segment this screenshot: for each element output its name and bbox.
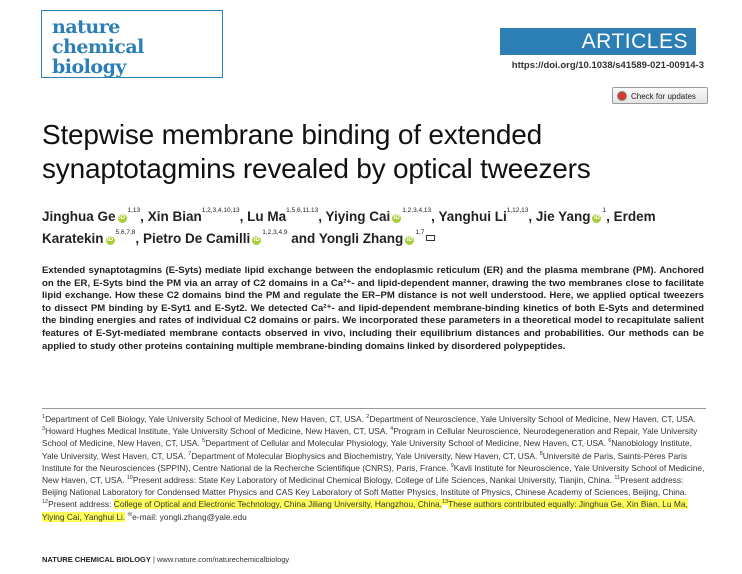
footer: NATURE CHEMICAL BIOLOGY | www.nature.com/naturechemicalbiology: [42, 555, 290, 564]
author-name: Yanghui Li: [438, 209, 507, 224]
orcid-icon[interactable]: iD: [119, 215, 126, 221]
section-banner: ARTICLES: [500, 28, 696, 55]
affiliation-6: Nanobiology Institute, Yale University, West Haven, CT, USA.: [42, 438, 692, 461]
affiliation-9: Kavli Institute for Neuroscience, Yale University School of Medicine, New Haven, CT, USA.: [42, 462, 705, 486]
affiliation-5: Department of Cellular and Molecular Physiology, Yale University School of Medicine, New Haven, CT, USA.: [205, 438, 609, 449]
author-9[interactable]: [319, 231, 436, 246]
check-for-updates-button[interactable]: [612, 87, 708, 104]
author-name: Yiying Cai: [325, 209, 391, 224]
envelope-icon[interactable]: [426, 235, 435, 241]
article-title: Stepwise membrane binding of extended synaptotagmins revealed by optical tweezers: [42, 119, 591, 184]
author-8[interactable]: [143, 231, 288, 246]
orcid-icon[interactable]: iD: [107, 237, 114, 243]
affil-12-prefix: Present address:: [48, 499, 112, 510]
abstract: Extended synaptotagmins (E-Syts) mediate lipid exchange between the endoplasmic reticulum (ER) and the plasma membrane (PM). Anchored on the ER, E-Syts bind the PM via an array of C2 domains in a Ca²⁺- and lipid-dependent manner, drawing the two membranes close to facilitate lipid exchange. How these C2 domains bind the PM and regulate the ER–PM distance is not well understood. Here, we applied optical tweezers to dissect PM binding by E-Syt1 and E-Syt2. We detected Ca²⁺- and lipid-dependent membrane-binding kinetics of both E-Syts and determined the binding energies and rates of individual C2 domains or pairs. We incorporated these parameters in a theoretical model to recapitulate salient features of E-Syt-mediated membrane contacts observed in vivo, including their equilibrium distances and probabilities. Our methods can be applied to study other proteins containing multiple membrane-binding domains linked by disordered polypeptides.: [42, 265, 704, 352]
author-name: Jie Yang: [535, 209, 591, 224]
author-3[interactable]: [247, 209, 318, 224]
author-1[interactable]: [42, 209, 140, 224]
author-affiliation-numbers: 1: [602, 207, 607, 214]
divider: [42, 408, 706, 409]
author-name: Lu Ma: [247, 209, 287, 224]
author-name: Pietro De Camilli: [142, 231, 251, 246]
email-link[interactable]: yongli.zhang@yale.edu: [159, 511, 247, 522]
author-6[interactable]: [536, 209, 606, 224]
footer-url[interactable]: www.nature.com/naturechemicalbiology: [157, 555, 290, 564]
affiliation-1: Department of Cell Biology, Yale University School of Medicine, New Haven, CT, USA.: [45, 414, 367, 424]
author-name: Yongli Zhang: [318, 231, 404, 246]
author-2[interactable]: [148, 209, 240, 224]
author-affiliation-numbers: 1,2,3,4,13: [402, 207, 432, 214]
footer-journal: NATURE CHEMICAL BIOLOGY: [42, 555, 151, 564]
affil-12-highlight: College of Optical and Electronic Technology, China Jiliang University, Hangzhou, China.: [113, 499, 442, 510]
author-affiliation-numbers: 5,6,7,8: [115, 229, 136, 236]
author-4[interactable]: [325, 209, 431, 224]
author-5[interactable]: [438, 209, 528, 224]
author-name: Xin Bian: [147, 209, 202, 224]
affiliation-8: Université de Paris, Saints-Pères Paris Institute for the Neurosciences (SPPIN), Centre National de la Recherche Scientifique (CNRS), Paris, France.: [42, 450, 688, 473]
author-affiliation-numbers: 1,12,13: [506, 207, 529, 214]
author-name: Erdem Karatekin: [42, 209, 656, 246]
author-affiliation-numbers: 1,2,3,4,10,13: [201, 207, 240, 214]
author-affiliation-numbers: 1,13: [127, 207, 141, 214]
affiliation-11: Present address: Beijing National Laboratory for Condensed Matter Physics and CAS Key Laboratory of Soft Matter Physics, Institute of Physics, Chinese Academy of Sciences, Beijing, China.: [42, 475, 687, 498]
author-affiliation-numbers: 1,7: [415, 229, 425, 236]
crossmark-icon: [617, 91, 627, 101]
author-affiliation-numbers: 1,2,3,4,9: [262, 229, 288, 236]
affiliation-4: Program in Cellular Neuroscience, Neurodegeneration and Repair, Yale University School of Medicine, New Haven, CT, USA.: [42, 426, 698, 449]
orcid-icon[interactable]: iD: [253, 237, 260, 243]
journal-logo[interactable]: [41, 10, 223, 78]
affiliation-7: Department of Molecular Biophysics and Biochemistry, Yale University, New Haven, CT, USA.: [191, 450, 540, 461]
affiliation-2: Department of Neuroscience, Yale University School of Medicine, New Haven, CT, USA.: [369, 414, 696, 424]
logo-line-2: chemical biology: [52, 36, 144, 78]
orcid-icon[interactable]: iD: [393, 215, 400, 221]
author-list: Jinghua Ge iD$^{1,13}$, Xin Bian$^{1,2,3,4,10,13}$, Lu Ma$^{1,5,6,11,13}$, Yiying Cai iD$^{1,2,3,4,13}$, Yanghui Li$^{1,12,13}$, Jie Yang $iD^1$, Erdem Karatekin iD$^{5,6,7,8}$, Pietro De Camilli iD$^{1,2,3,4,9}$ and Yongli Zhang iD$^{1,7}$: [42, 207, 656, 246]
check-for-updates-label: Check for updates: [631, 92, 696, 101]
orcid-icon[interactable]: iD: [406, 237, 413, 243]
author-affiliation-numbers: 1,5,6,11,13: [286, 207, 319, 214]
doi-link[interactable]: https://doi.org/10.1038/s41589-021-00914-3: [511, 60, 704, 71]
affiliations: $^1$Department of Cell Biology, Yale University School of Medicine, New Haven, CT, USA. $^2$Department of Neuroscience, Yale University School of Medicine, New Haven, CT, USA. $^3$Howard Hughes Medical Institute, Yale University School of Medicine, New Haven, CT, USA. $^4$Program in Cellular Neuroscience, Neurodegeneration and Repair, Yale University School of Medicine, New Haven, CT, USA. $^5$Department of Cellular and Molecular Physiology, Yale University School of Medicine, New Haven, CT, USA. $^6$Nanobiology Institute, Yale University, West Haven, CT, USA. $^7$Department of Molecular Biophysics and Biochemistry, Yale University, New Haven, CT, USA. $^8$Université de Paris, Saints-Pères Paris Institute for the Neurosciences (SPPIN), Centre National de la Recherche Scientifique (CNRS), Paris, France. $^9$Kavli Institute for Neuroscience, Yale University School of Medicine, New Haven, CT, USA. $^{10}$Present address: State Key Laboratory of Medicinal Chemical Biology, College of Life Sciences, Nankai University, Tianjin, China. $^{11}$Present address: Beijing National Laboratory for Condensed Matter Physics and CAS Key Laboratory of Soft Matter Physics, Institute of Physics, Chinese Academy of Sciences, Beijing, China. $^{12}$Present address: College of Optical and Electronic Technology, China Jiliang University, Hangzhou, China.$^{13}$These authors contributed equally: Jinghua Ge, Xin Bian, Lu Ma, Yiying Cai, Yanghui Li. ✉e-mail: yongli.zhang@yale.edu: [42, 414, 705, 522]
affil-13-highlight: These authors contributed equally: Jinghua Ge, Xin Bian, Lu Ma, Yiying Cai, Yanghui Li.: [42, 499, 688, 522]
affiliation-10: Present address: State Key Laboratory of Medicinal Chemical Biology, College of Life Sciences, Nankai University, Tianjin, China.: [132, 475, 615, 486]
email-label: e-mail:: [132, 511, 158, 522]
affiliation-3: Howard Hughes Medical Institute, Yale University School of Medicine, New Haven, CT, USA.: [45, 426, 391, 437]
orcid-icon[interactable]: iD: [593, 215, 600, 221]
logo-line-1: nature: [52, 16, 120, 38]
author-name: Jinghua Ge: [42, 209, 116, 224]
